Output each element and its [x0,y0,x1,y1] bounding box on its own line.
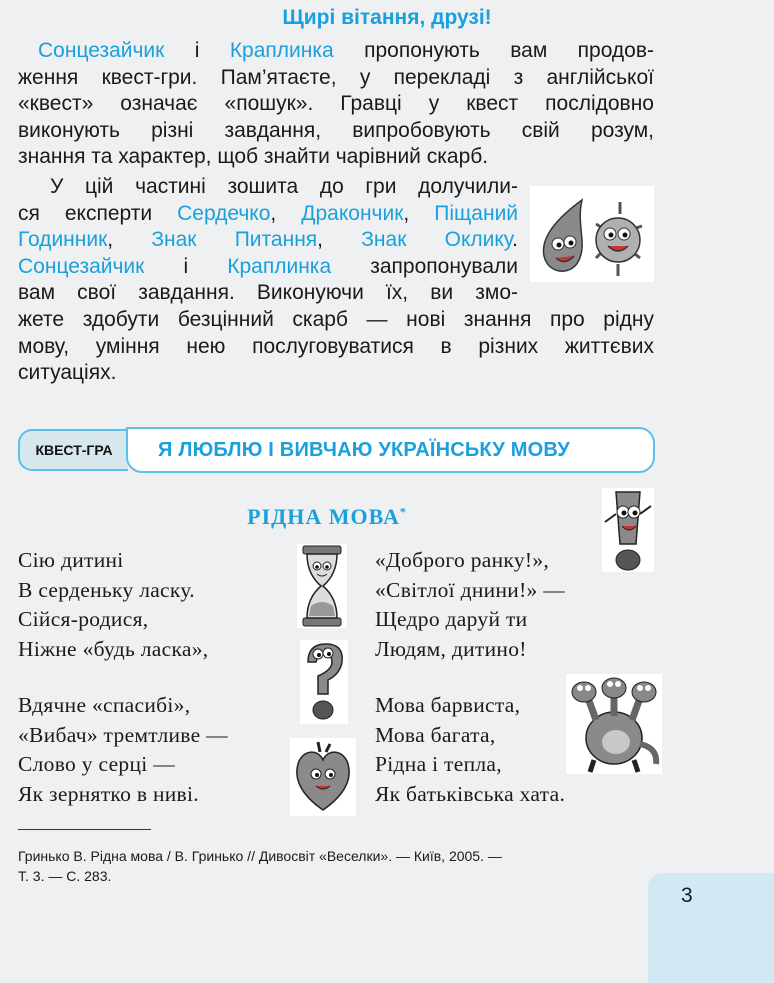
poem-line: Рідна і тепла, [375,752,502,776]
experts-paragraph-cont [18,307,654,387]
experts-paragraph [18,174,518,307]
footnote [18,846,502,886]
quest-tag: КВЕСТ-ГРА [18,429,128,471]
poem-line: «Доброго ранку!», [375,548,550,572]
poem-line: В серденьку ласку. [18,577,195,602]
intro-line-1: Сонцезайчик і Краплинка пропонують вам продов- [38,39,654,62]
poem-stanza-2 [18,691,228,809]
page-number: 3 [681,884,693,907]
intro-line-5: знання та характер, щоб знайти чарівний скарб. [18,145,489,168]
quest-title: Я ЛЮБЛЮ І ВИВЧАЮ УКРАЇНСЬКУ МОВУ [126,427,655,473]
poem-line: Мова багата, [375,722,496,747]
poem-line: «Вибач» тремтливе — [18,722,228,747]
poem-stanza-3 [375,546,565,664]
experts-line-7: мову, уміння нею послуговуватися в різних життєвих [18,334,654,358]
poem-line: Вдячне «спасибі», [18,693,191,717]
experts-line-1: У цій частині зошита до гри долучили- [50,175,518,198]
experts-line-3: Годинник, Знак Питання, Знак Оклику. [18,228,519,251]
experts-line-5: вам свої завдання. Виконуючи їх, ви змо- [18,281,518,304]
hourglass-illustration [297,544,347,628]
poem-title: РІДНА МОВА* [247,504,407,529]
poem-line: Ніжне «будь ласка», [18,636,209,661]
poem-line: Людям, дитино! [375,636,527,661]
exclamation-mark-illustration [602,488,654,572]
poem-stanza-1 [18,546,208,664]
poem-line: Мова барвиста, [375,693,521,717]
poem-line: Сійся-родися, [18,607,149,631]
footnote-line-1: Гринько В. Рідна мова / В. Гринько // Дивосвіт «Веселки». — Київ, 2005. — [18,848,502,864]
footnote-divider [18,829,151,830]
heart-illustration [290,738,356,816]
page-tab [648,873,774,983]
experts-line-2: ся експерти Сердечко, Дракончик, Піщаний [18,201,519,225]
poem-line: Щедро даруй ти [375,607,528,631]
poem-line: Як зернятко в ниві. [18,781,199,806]
footnote-line-2: Т. 3. — С. 283. [18,868,112,884]
experts-line-6: жете здобути безцінний скарб — нові знання про рідну [18,308,654,331]
dragon-illustration [566,674,662,774]
poem-line: Як батьківська хата. [375,781,566,806]
intro-paragraph [18,38,654,171]
greeting-heading: Щирі вітання, друзі! [282,6,492,29]
intro-line-4: виконують різні завдання, випробовують свій розум, [18,118,654,142]
intro-line-3: «квест» означає «пошук». Гравці у квест послідовно [18,92,654,115]
poem-line: «Світлої днини!» — [375,577,566,602]
poem-line: Сію дитині [18,548,124,572]
experts-line-8: ситуаціях. [18,361,117,384]
poem-line: Слово у серці — [18,752,176,776]
experts-line-4: Сонцезайчик і Краплинка запропонували [18,254,518,278]
drop-and-sun-illustration [530,186,654,282]
question-mark-illustration [300,640,348,724]
intro-line-2: ження квест-гри. Пам’ятаєте, у перекладі з англійської [18,65,654,89]
poem-stanza-4 [375,691,565,809]
quest-banner [18,427,653,473]
